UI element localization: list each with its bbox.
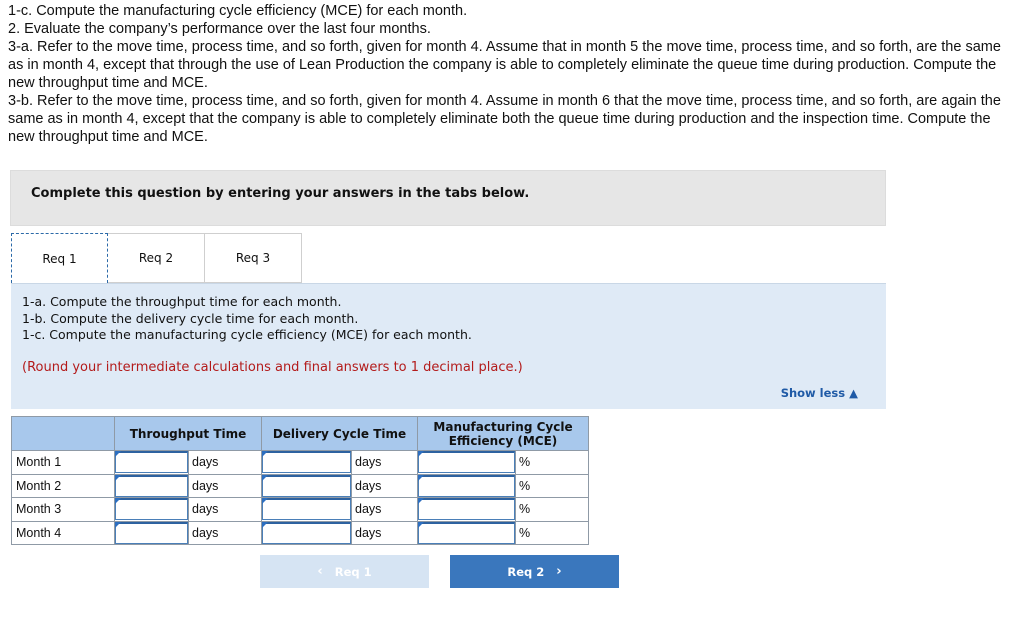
problem-line: 3-a. Refer to the move time, process time, and so forth, given for month 4. Assume that in month 5 the move time, process time, and so forth, are the same as in month 4, except that through the use of Lean Production the company is able to completely eliminate the queue time during production. Compute the new throughput time and MCE. xyxy=(8,39,1001,91)
header-mce: Manufacturing Cycle Efficiency (MCE) xyxy=(418,417,589,451)
throughput-cell xyxy=(115,474,189,498)
throughput-input-month-1[interactable] xyxy=(115,451,188,473)
mce-cell xyxy=(418,451,516,475)
show-less-link[interactable] xyxy=(781,386,858,400)
table-row xyxy=(12,451,589,475)
problem-statement xyxy=(8,2,1008,146)
tab-req-2[interactable]: Req 2 xyxy=(108,233,205,283)
problem-line: 2. Evaluate the company’s performance over the last four months. xyxy=(8,21,431,37)
requirement-1a: 1-a. Compute the throughput time for each month. xyxy=(22,294,342,309)
delivery-input-month-4[interactable] xyxy=(262,522,351,544)
throughput-cell xyxy=(115,521,189,545)
mce-cell xyxy=(418,521,516,545)
unit-label: days xyxy=(189,521,262,545)
problem-line: 3-b. Refer to the move time, process time, and so forth, given for month 4. Assume in month 6 that the move time, process time, and so forth, are again the same as in month 4, except that the company is able to completely eliminate both the queue time during production and the inspection time. Compute the new throughput time and MCE. xyxy=(8,93,1001,145)
delivery-input-month-3[interactable] xyxy=(262,498,351,520)
row-label: Month 3 xyxy=(12,498,115,522)
unit-label: days xyxy=(352,498,418,522)
mce-input-month-2[interactable] xyxy=(418,475,515,497)
delivery-cell xyxy=(262,521,352,545)
next-req-button[interactable] xyxy=(450,555,619,588)
instruction-bar xyxy=(10,170,886,226)
unit-label: % xyxy=(516,498,589,522)
mce-input-month-4[interactable] xyxy=(418,522,515,544)
show-less-label: Show less xyxy=(780,386,846,400)
unit-label: % xyxy=(516,451,589,475)
delivery-input-month-2[interactable] xyxy=(262,475,351,497)
mce-input-month-1[interactable] xyxy=(418,451,515,473)
requirement-1b: 1-b. Compute the delivery cycle time for each month. xyxy=(22,310,359,326)
chevron-left-icon: ‹ xyxy=(317,564,323,579)
header-throughput: Throughput Time xyxy=(115,417,262,451)
table-row xyxy=(12,498,589,522)
answer-table xyxy=(11,416,589,545)
header-delivery: Delivery Cycle Time xyxy=(262,417,418,451)
mce-input-month-3[interactable] xyxy=(418,498,515,520)
unit-label: days xyxy=(189,451,262,475)
throughput-cell xyxy=(115,451,189,475)
requirement-1c: 1-c. Compute the manufacturing cycle efficiency (MCE) for each month. xyxy=(22,327,472,342)
mce-cell xyxy=(418,498,516,522)
delivery-cell xyxy=(262,474,352,498)
row-label: Month 4 xyxy=(12,521,115,545)
delivery-input-month-1[interactable] xyxy=(262,451,351,473)
header-blank xyxy=(12,417,115,451)
unit-label: days xyxy=(352,451,418,475)
row-label: Month 2 xyxy=(12,474,115,498)
unit-label: days xyxy=(352,474,418,498)
table-row xyxy=(12,521,589,545)
row-label: Month 1 xyxy=(12,451,115,475)
unit-label: % xyxy=(516,474,589,498)
throughput-input-month-4[interactable] xyxy=(115,522,188,544)
requirement-panel xyxy=(11,283,886,409)
unit-label: % xyxy=(516,521,589,545)
instruction-text: Complete this question by entering your answers in the tabs below. xyxy=(31,186,530,201)
requirement-list xyxy=(22,294,472,344)
table-header-row xyxy=(12,417,589,451)
prev-req-button[interactable] xyxy=(260,555,429,588)
throughput-input-month-3[interactable] xyxy=(115,498,188,520)
rounding-note: (Round your intermediate calculations and final answers to 1 decimal place.) xyxy=(22,360,523,375)
delivery-cell xyxy=(262,451,352,475)
mce-cell xyxy=(418,474,516,498)
unit-label: days xyxy=(189,498,262,522)
req-tabs xyxy=(11,233,302,283)
tab-req-1[interactable]: Req 1 xyxy=(11,233,108,283)
throughput-input-month-2[interactable] xyxy=(115,475,188,497)
unit-label: days xyxy=(352,521,418,545)
tab-req-3[interactable]: Req 3 xyxy=(205,233,302,283)
delivery-cell xyxy=(262,498,352,522)
prev-req-label: Req 1 xyxy=(334,564,372,579)
problem-line: 1-c. Compute the manufacturing cycle efficiency (MCE) for each month. xyxy=(8,3,468,19)
throughput-cell xyxy=(115,498,189,522)
chevron-right-icon: › xyxy=(556,564,562,579)
table-row xyxy=(12,474,589,498)
next-req-label: Req 2 xyxy=(507,564,545,579)
triangle-up-icon: ▲ xyxy=(849,386,858,400)
unit-label: days xyxy=(189,474,262,498)
